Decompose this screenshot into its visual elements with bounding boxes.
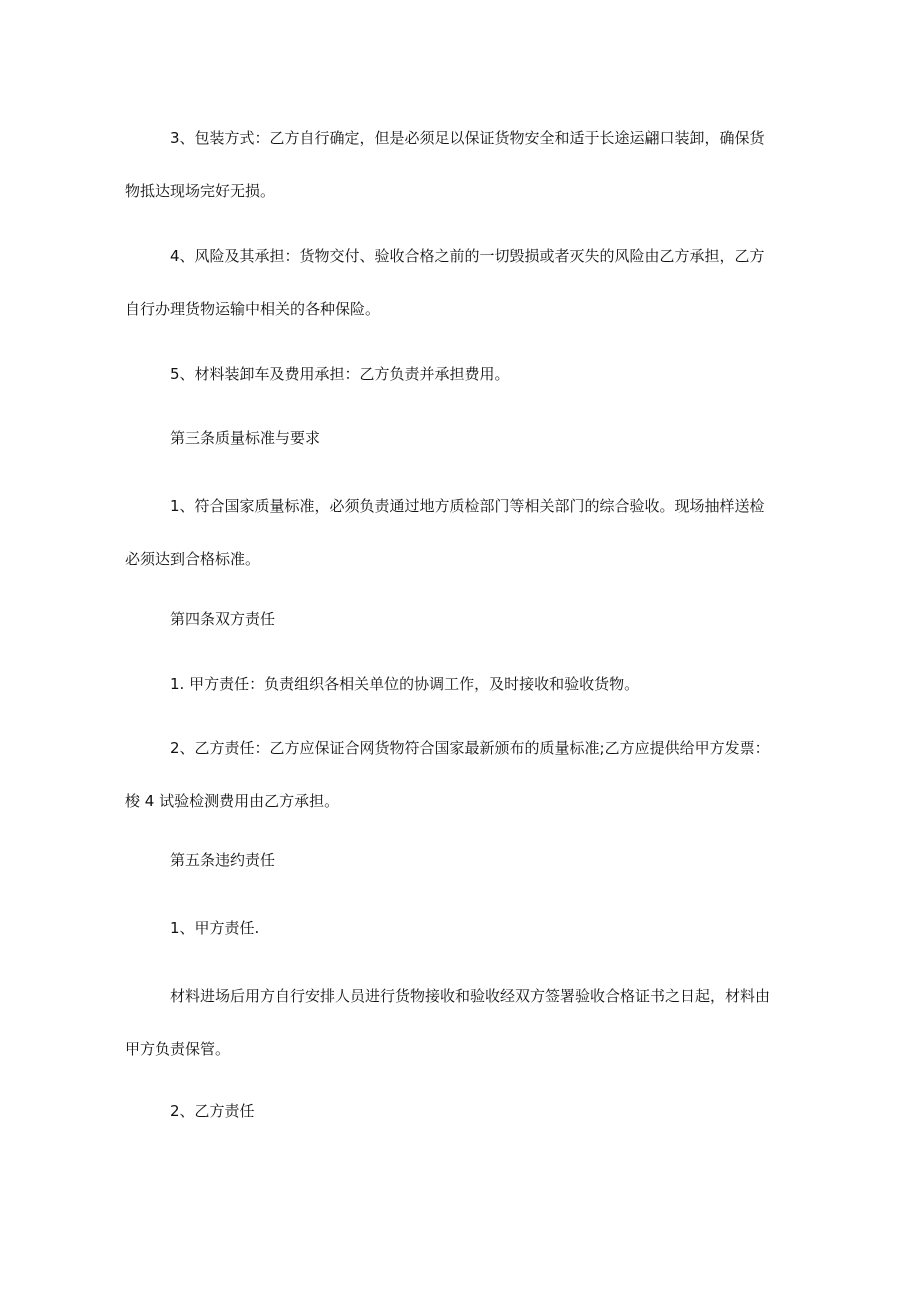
text-line: 第五条违约责任 [170,851,276,869]
clause-party-b-duty [0,722,920,827]
article-three-heading [0,412,920,464]
text-line: 5、材料装卸车及费用承担：乙方负责并承担费用。 [170,365,510,383]
clause-packaging [0,112,920,217]
text-line: 3、包装方式：乙方自行确定，但是必须足以保证货物安全和适于长途运翩口装卸，确保货 [170,129,765,147]
text-line: 第四条双方责任 [170,610,276,628]
text-line: 第三条质量标准与要求 [170,429,321,447]
clause-risk [0,230,920,335]
article-five-heading [0,834,920,886]
clause-loading-cost [0,348,920,400]
text-line: 甲方负责保管。 [125,1040,231,1058]
clause-party-a-liability [0,902,920,954]
clause-party-a-duty [0,658,920,710]
text-line: 1、符合国家质量标准，必须负责通过地方质检部门等相关部门的综合验收。现场抽样送检 [170,497,765,515]
clause-party-b-liability [0,1085,920,1137]
text-line: 必须达到合格标准。 [125,550,261,568]
text-line: 2、乙方责任：乙方应保证合网货物符合国家最新颁布的质量标准;乙方应提供给甲方发票： [170,739,770,757]
article-four-heading [0,593,920,645]
text-line: 梭 4 试验检测费用由乙方承担。 [125,792,340,810]
text-line: 材料进场后用方自行安排人员进行货物接收和验收经双方签署验收合格证书之日起，材料由 [170,987,771,1005]
text-line: 物抵达现场完好无损。 [125,182,276,200]
clause-material-custody [0,970,920,1075]
text-line: 自行办理货物运输中相关的各种保险。 [125,300,381,318]
text-line: 1. 甲方责任：负责组织各相关单位的协调工作，及时接收和验收货物。 [170,675,640,693]
text-line: 2、乙方责任 [170,1102,255,1120]
clause-quality-standard [0,480,920,585]
text-line: 4、风险及其承担：货物交付、验收合格之前的一切毁损或者灭失的风险由乙方承担，乙方 [170,247,765,265]
text-line: 1、甲方责任. [170,919,260,937]
